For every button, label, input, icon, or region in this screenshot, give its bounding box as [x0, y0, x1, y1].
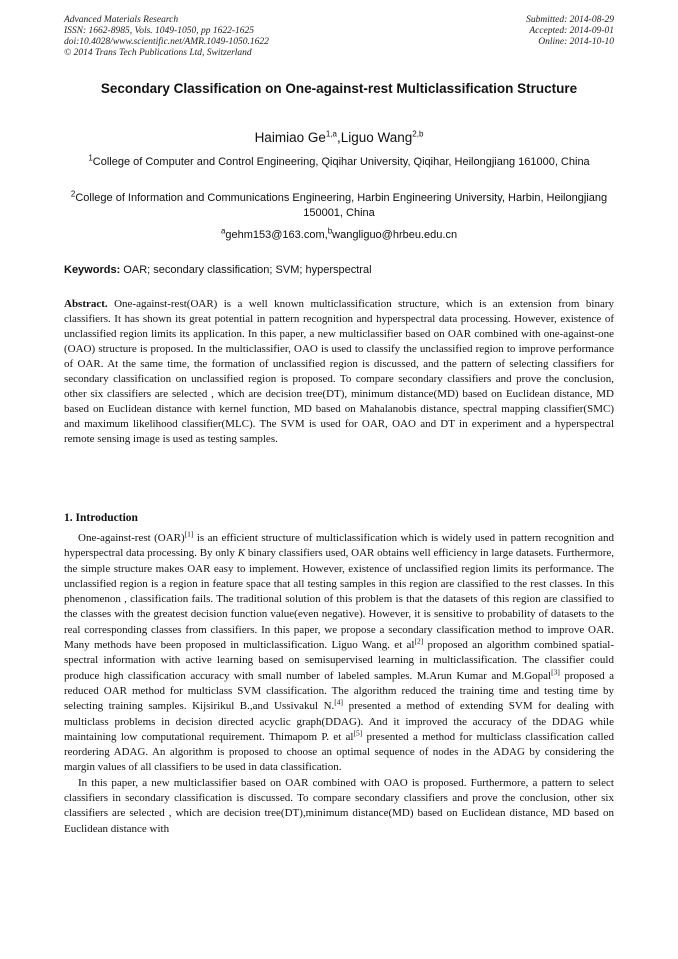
journal-copyright: © 2014 Trans Tech Publications Ltd, Switzerland	[64, 48, 252, 58]
author-2-affiliation-sup: 2,b	[412, 129, 424, 139]
author-emails	[64, 228, 614, 243]
author-separator: ,	[336, 130, 341, 145]
journal-issn: ISSN: 1662-8985, Vols. 1049-1050, pp 1622-1625	[64, 26, 254, 36]
journal-doi: doi:10.4028/www.scientific.net/AMR.1049-1050.1622	[64, 37, 269, 47]
affiliation-2-text: College of Information and Communications Engineering, Harbin Engineering University, Harbin, Heilongjiang 150001, China	[75, 192, 608, 219]
author-1-affiliation-sup: 1,a	[325, 129, 337, 139]
keywords-label: Keywords:	[64, 264, 121, 276]
email-a-sup: a	[220, 226, 226, 236]
section-heading-introduction: 1. Introduction	[64, 512, 138, 524]
affiliation-1-sup: 1	[88, 153, 93, 163]
journal-header-left	[64, 15, 269, 59]
author-1: Haimiao Ge	[254, 130, 326, 145]
intro-p1-text-2: is an efficient structure of multiclassification which is widely used in pattern recognition and hyperspectral data processing. By only	[64, 532, 614, 560]
citation-1: [1]	[184, 529, 194, 539]
introduction-body	[64, 531, 614, 837]
intro-p1-text-3: binary classifiers used, OAR obtains well efficiency in large datasets. Furthermore, the simple structure makes OAR easy to implement. However, existence of unclassified region limits its performance. The unclassified region is a region in feature space that all testing samples in this region are classified to the rest classes. In this phenomenon , classification fails. The traditional solution of this problem is that the datasets of this region are classified to the classes with the greatest decision function value(even negative). However, it is sensitive to probability of datasets to the real corresponding classes from classifiers. In this paper, we propose a secondary classification method to improve OAR. Many methods have been proposed in multiclassification. Liguo Wang. et al	[64, 547, 614, 652]
email-a: gehm153@163.com,	[225, 229, 328, 241]
abstract	[64, 297, 614, 447]
citation-2: [2]	[414, 636, 424, 646]
intro-p1-text-1: One-against-rest (OAR)	[78, 532, 185, 544]
abstract-label: Abstract.	[64, 298, 108, 310]
intro-paragraph-1	[64, 531, 614, 776]
email-b-sup: b	[327, 226, 333, 236]
intro-p1-text-5: proposed a reduced OAR method for multiclass SVM classification. The algorithm reduced the training time and testing time by selecting training samples. Kijsirikul B.,and Ussivakul N.	[64, 669, 614, 713]
intro-p1-variable-k: K	[237, 547, 246, 560]
author-line	[64, 129, 614, 147]
affiliation-2-sup: 2	[70, 189, 76, 199]
citation-3: [3]	[551, 667, 560, 677]
keywords-text: OAR; secondary classification; SVM; hyperspectral	[120, 264, 372, 276]
online-date: Online: 2014-10-10	[538, 37, 614, 47]
intro-p1-text-6: presented a method of extending SVM for dealing with multiclass problems in decision directed acyclic graph(DDAG). And it improved the accuracy of the DDAG while maintaining low computational requirement. Thimapom P. et al	[64, 700, 614, 743]
keywords	[64, 263, 614, 278]
accepted-date: Accepted: 2014-09-01	[529, 26, 614, 36]
email-b: wangliguo@hrbeu.edu.cn	[332, 229, 458, 241]
abstract-text: One-against-rest(OAR) is a well known multiclassification structure, which is an extension from binary classifiers. It has shown its great potential in pattern recognition and hyperspectral data processing. However, existence of unclassified region limits its application. In this paper, a new multiclassifier based on OAR combined with one-against-one (OAO) structure is proposed. In the multiclassifier, OAO is used to classify the unclassified region to improve performance of OAR. At the same time, the formation of unclassified region is discussed, and the pattern of selecting classifiers for secondary classification on unclassified region is proposed. To compare secondary classifiers and prove the conclusion, other six classifiers are selected , which are decision tree(DT), minimum distance(MD) based on Euclidean distance, MD based on Euclidean distance with kernel function, MD based on Mahalanobis distance, spectral mapping classifier(SMC) and maximum likelihood classifier(MLC). The SVM is used for OAR, OAO and DT in experiment and a hyperspectral remote sensing image is used as testing samples.	[64, 298, 614, 445]
citation-5: [5]	[353, 728, 363, 738]
affiliation-1	[64, 155, 614, 170]
author-2: Liguo Wang	[340, 130, 413, 145]
intro-p1-text-7: presented a method for multiclass classification called reordering ADAG. An algorithm is proposed to choose an optimal sequence of nodes in the ADAG by considering the margin values of all classifiers to be used in data classification.	[64, 730, 614, 774]
citation-4: [4]	[334, 697, 344, 707]
affiliation-2	[64, 191, 614, 221]
journal-name: Advanced Materials Research	[64, 15, 179, 25]
submitted-date: Submitted: 2014-08-29	[526, 15, 614, 25]
paper-title: Secondary Classification on One-against-rest Multiclassification Structure	[100, 81, 578, 96]
intro-p1-text-4: proposed an algorithm combined spatial-spectral information with active learning based on semisupervised learning in multiclassification. The classifier could produce high classification accuracy with small number of labeled samples. M.Arun Kumar and M.Gopal	[64, 639, 615, 682]
journal-header-right	[526, 15, 614, 48]
intro-paragraph-2: In this paper, a new multiclassifier based on OAR combined with OAO is proposed. Furthermore, a pattern to select classifiers in secondary classification is discussed. To compare secondary classifiers and prove the conclusion, other six classifiers are selected , which are decision tree(DT),minimum distance(MD) based on Euclidean distance, MD based on Euclidean distance with	[64, 776, 614, 835]
affiliation-1-text: College of Computer and Control Engineering, Qiqihar University, Qiqihar, Heilongjiang 161000, China	[92, 156, 590, 168]
